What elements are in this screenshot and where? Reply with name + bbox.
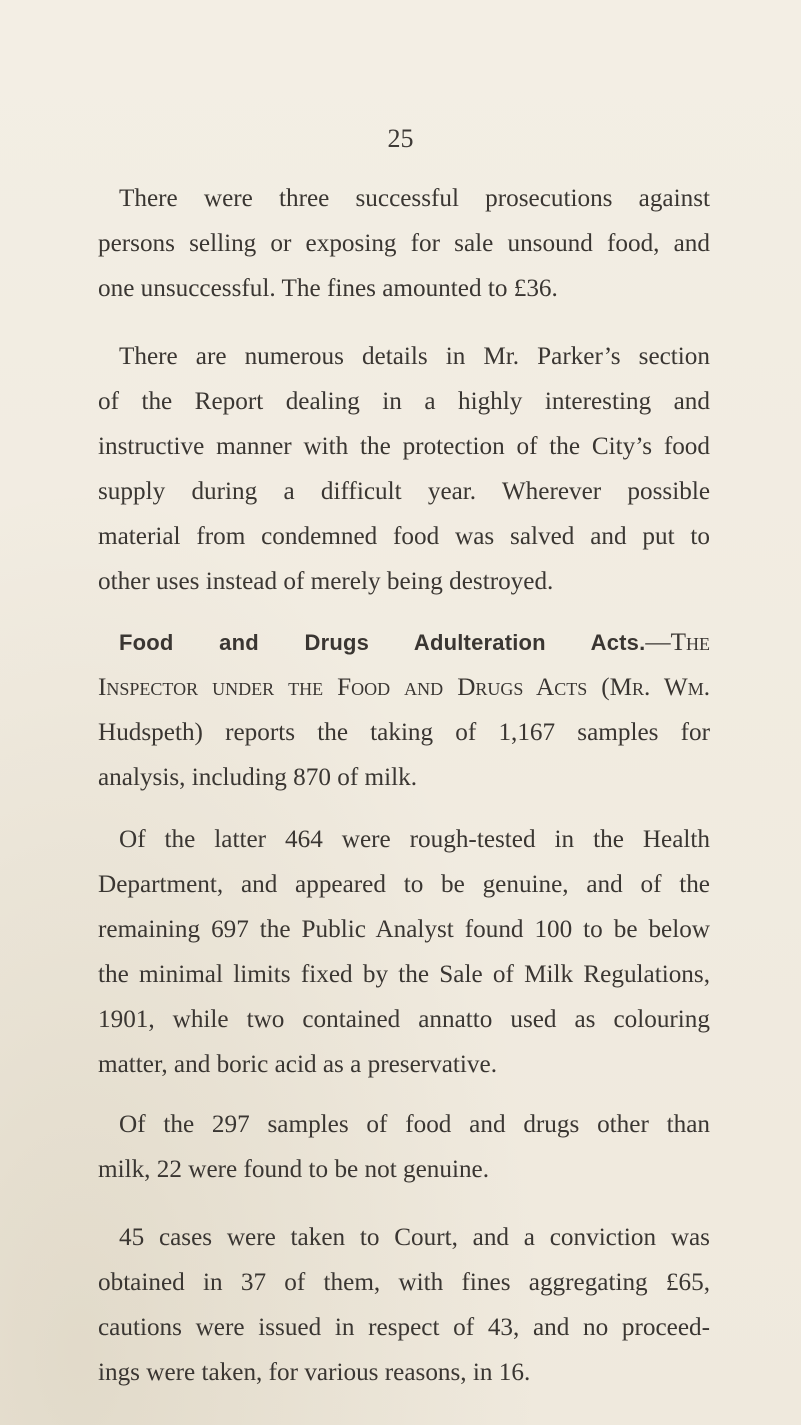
paragraph-adulteration-acts (98, 620, 710, 800)
paragraph-line: analysis, including 870 of milk. (98, 764, 418, 791)
paragraph-line: Of the latter 464 were rough-tested in the Health (119, 826, 710, 853)
paragraph-line: ings were taken, for various reasons, in 16. (98, 1359, 531, 1386)
heading-dash: — (645, 629, 671, 656)
paragraph-line: supply during a difficult year. Wherever possible (98, 478, 710, 505)
paragraph-prosecutions (98, 176, 710, 311)
paragraph-line: other uses instead of merely being destroyed. (98, 568, 554, 595)
paragraph-line: the minimal limits fixed by the Sale of Milk Regulations, (98, 961, 710, 988)
paragraph-line: remaining 697 the Public Analyst found 100 to be below (98, 916, 710, 943)
paragraph-line: persons selling or exposing for sale unsound food, and (98, 230, 710, 257)
paragraph-line: There are numerous details in Mr. Parker’s section (119, 343, 710, 370)
paragraph-line: 45 cases were taken to Court, and a conviction was (119, 1224, 710, 1251)
heading-line (98, 620, 710, 665)
paragraph-line: matter, and boric acid as a preservative. (98, 1051, 498, 1078)
paragraph-line: Of the 297 samples of food and drugs other than (119, 1111, 710, 1138)
paragraph-food-supply (98, 334, 710, 604)
paragraph-court-cases (98, 1215, 710, 1395)
paragraph-line: one unsuccessful. The fines amounted to £36. (98, 275, 558, 302)
paragraph-milk-samples (98, 817, 710, 1087)
paragraph-line: Hudspeth) reports the taking of 1,167 samples for (98, 719, 710, 746)
heading-lead-word: The (670, 629, 710, 656)
paragraph-line: There were three successful prosecutions against (119, 185, 710, 212)
section-heading: Food and Drugs Adulteration Acts. (119, 630, 646, 655)
paragraph-line: 1901, while two contained annatto used as colouring (98, 1006, 710, 1033)
page-number: 25 (387, 124, 414, 153)
paragraph-line: Inspector under the Food and Drugs Acts (Mr. Wm. (98, 674, 710, 701)
paragraph-line: obtained in 37 of them, with fines aggregating £65, (98, 1269, 710, 1296)
paragraph-line: milk, 22 were found to be not genuine. (98, 1156, 490, 1183)
paragraph-food-drugs-samples (98, 1102, 710, 1192)
paragraph-line: instructive manner with the protection of the City’s food (98, 433, 710, 460)
paragraph-line: cautions were issued in respect of 43, and no proceed- (98, 1314, 710, 1341)
paragraph-line: material from condemned food was salved and put to (98, 523, 710, 550)
paragraph-line: Department, and appeared to be genuine, and of the (98, 871, 710, 898)
paragraph-line: of the Report dealing in a highly interesting and (98, 388, 710, 415)
